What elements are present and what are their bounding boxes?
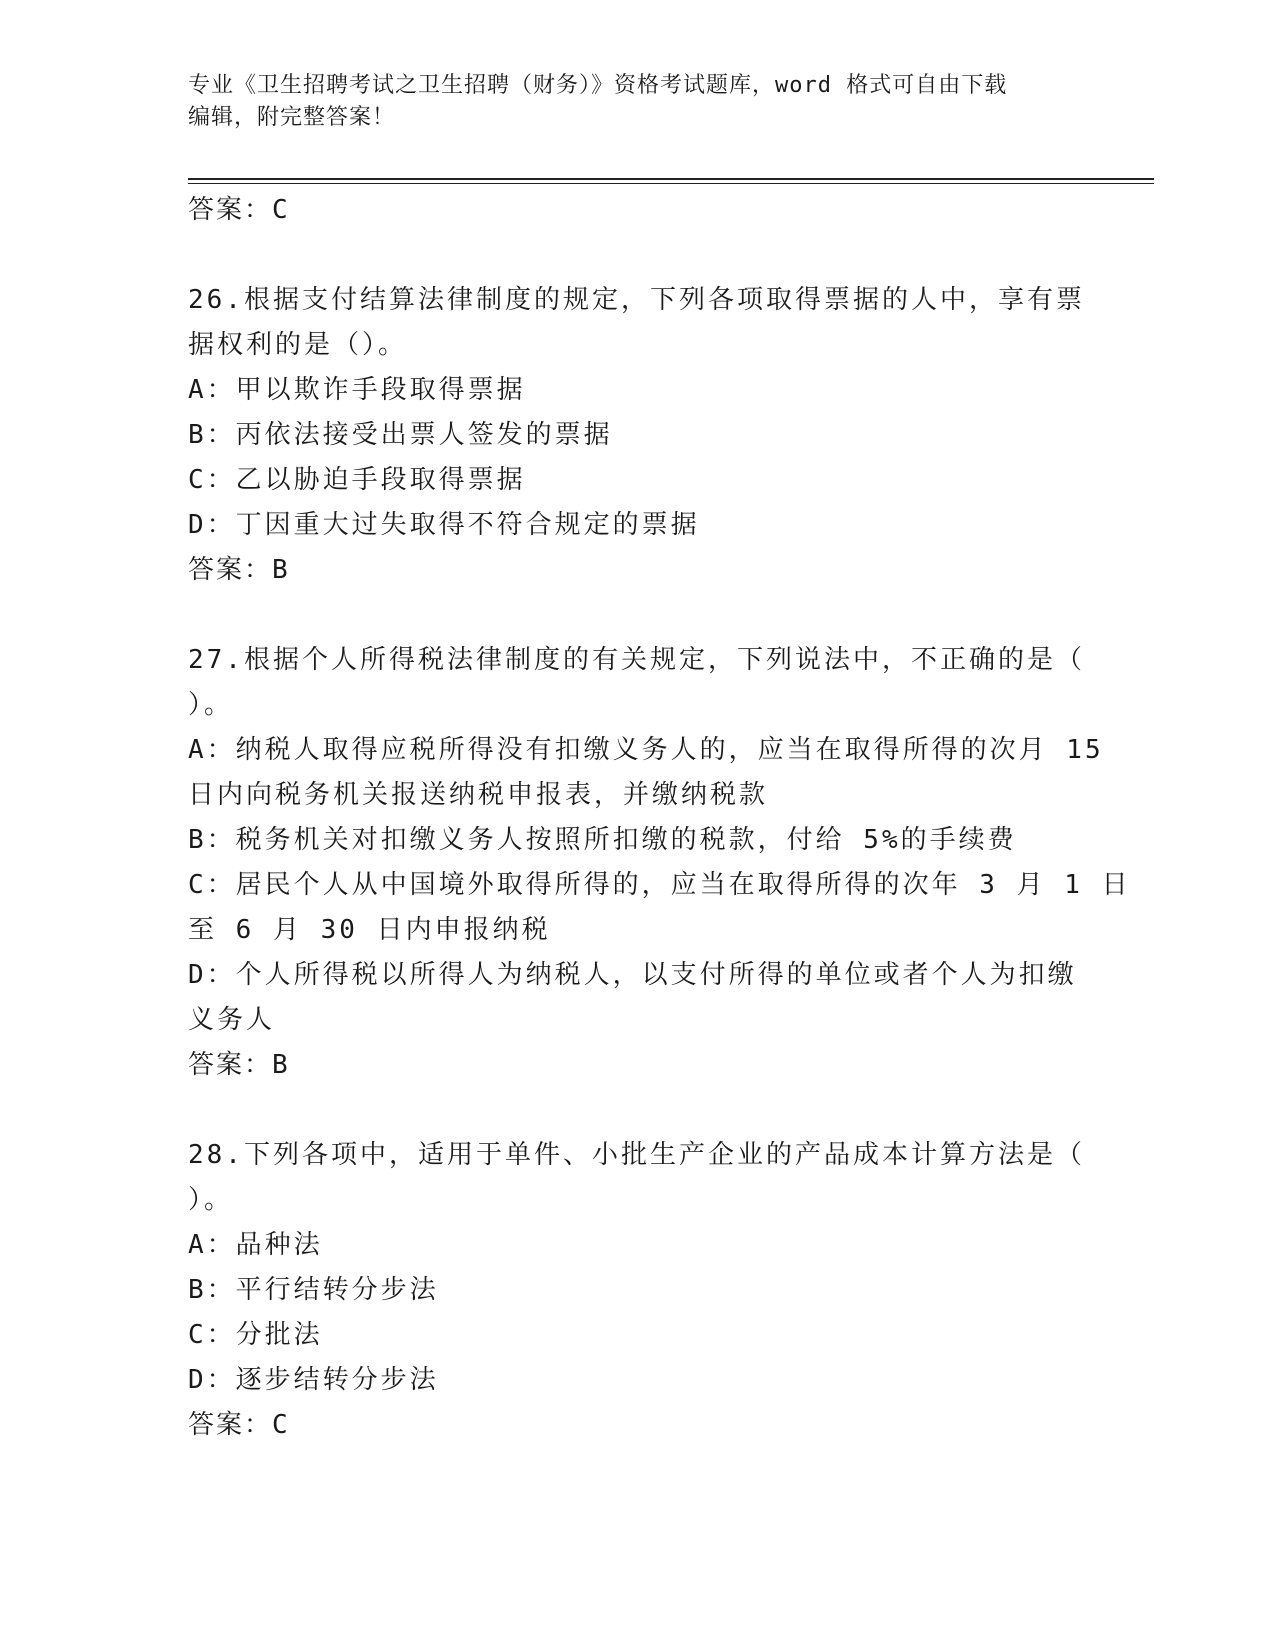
question-text-line: 据权利的是（）。 (188, 330, 408, 360)
option-b: B：税务机关对扣缴义务人按照所扣缴的税款，付给 5%的手续费 (188, 825, 1017, 855)
question-28 (188, 1133, 1088, 1448)
spacer (188, 233, 1088, 278)
question-list (188, 188, 1131, 1448)
option-d-continued: 义务人 (188, 1005, 276, 1035)
option-c: C：乙以胁迫手段取得票据 (188, 465, 526, 495)
answer: 答案：C (188, 1410, 290, 1440)
option-a-continued: 日内向税务机关报送纳税申报表，并缴纳税款 (188, 780, 769, 810)
header-divider-thick (188, 178, 1154, 180)
option-b: B：丙依法接受出票人签发的票据 (188, 420, 613, 450)
option-c: C：分批法 (188, 1320, 323, 1350)
answer: 答案：B (188, 1050, 290, 1080)
question-26 (188, 278, 1088, 593)
answer: 答案：B (188, 555, 290, 585)
question-27 (188, 638, 1131, 1088)
document-header (188, 70, 1068, 134)
header-divider-thin (188, 183, 1154, 184)
option-b: B：平行结转分步法 (188, 1275, 439, 1305)
header-line-2: 编辑，附完整答案！ (188, 105, 396, 130)
option-c-continued: 至 6 月 30 日内申报纳税 (188, 915, 551, 945)
header-line-1: 专业《卫生招聘考试之卫生招聘（财务）》资格考试题库，word 格式可自由下载 (188, 73, 1008, 98)
spacer (188, 1088, 1088, 1133)
question-text-line: 26.根据支付结算法律制度的规定，下列各项取得票据的人中，享有票 (188, 285, 1085, 315)
option-c: C：居民个人从中国境外取得所得的，应当在取得所得的次年 3 月 1 日 (188, 870, 1131, 900)
option-a: A：品种法 (188, 1230, 323, 1260)
option-a: A：甲以欺诈手段取得票据 (188, 375, 526, 405)
previous-answer: 答案：C (188, 195, 290, 225)
question-text-line: ）。 (188, 1185, 234, 1215)
question-text-line: 27.根据个人所得税法律制度的有关规定，下列说法中，不正确的是（ (188, 645, 1085, 675)
option-d: D：丁因重大过失取得不符合规定的票据 (188, 510, 700, 540)
option-a: A：纳税人取得应税所得没有扣缴义务人的，应当在取得所得的次月 15 (188, 735, 1104, 765)
option-d: D：逐步结转分步法 (188, 1365, 439, 1395)
question-text-line: 28.下列各项中，适用于单件、小批生产企业的产品成本计算方法是（ (188, 1140, 1085, 1170)
option-d: D：个人所得税以所得人为纳税人，以支付所得的单位或者个人为扣缴 (188, 960, 1077, 990)
question-text-line: ）。 (188, 690, 234, 720)
spacer (188, 593, 1088, 638)
